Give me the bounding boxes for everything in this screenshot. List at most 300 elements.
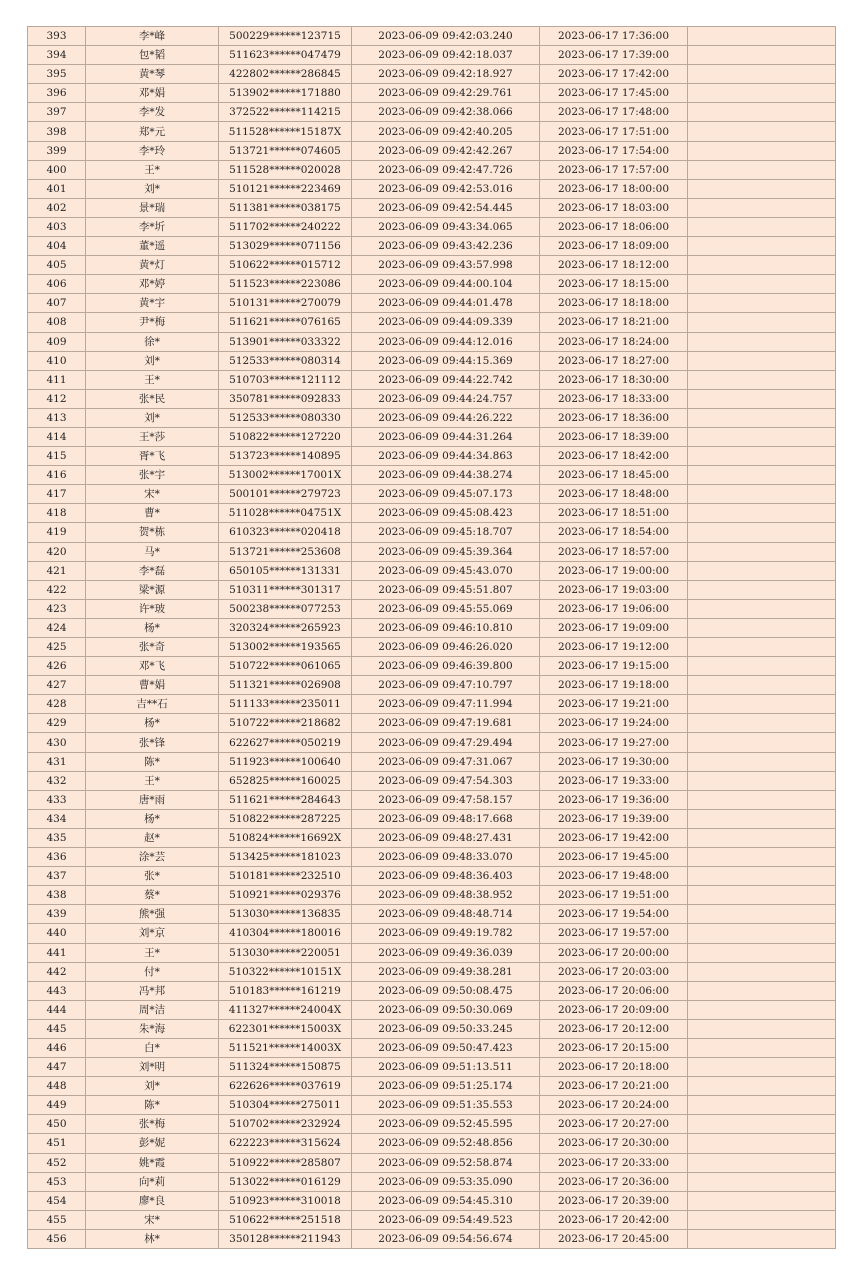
cell-remark — [688, 256, 836, 275]
cell-name: 杨* — [86, 809, 219, 828]
table-row — [28, 599, 836, 618]
cell-id-number: 511621******076165 — [219, 313, 352, 332]
cell-appointment-time: 2023-06-17 20:03:00 — [540, 962, 688, 981]
cell-index: 397 — [28, 103, 86, 122]
cell-submit-time: 2023-06-09 09:43:57.998 — [352, 256, 540, 275]
table-row — [28, 580, 836, 599]
table-row — [28, 485, 836, 504]
table-row — [28, 733, 836, 752]
cell-remark — [688, 1077, 836, 1096]
cell-submit-time: 2023-06-09 09:52:58.874 — [352, 1153, 540, 1172]
cell-submit-time: 2023-06-09 09:47:10.797 — [352, 676, 540, 695]
table-row — [28, 198, 836, 217]
cell-index: 439 — [28, 905, 86, 924]
cell-submit-time: 2023-06-09 09:46:26.020 — [352, 638, 540, 657]
cell-submit-time: 2023-06-09 09:47:11.994 — [352, 695, 540, 714]
cell-submit-time: 2023-06-09 09:48:38.952 — [352, 886, 540, 905]
cell-name: 冯*邦 — [86, 981, 219, 1000]
cell-appointment-time: 2023-06-17 20:00:00 — [540, 943, 688, 962]
cell-index: 433 — [28, 790, 86, 809]
cell-name: 马* — [86, 542, 219, 561]
cell-name: 许*玻 — [86, 599, 219, 618]
cell-name: 向*莉 — [86, 1172, 219, 1191]
cell-remark — [688, 676, 836, 695]
cell-submit-time: 2023-06-09 09:51:13.511 — [352, 1058, 540, 1077]
table-row — [28, 447, 836, 466]
cell-id-number: 372522******114215 — [219, 103, 352, 122]
cell-index: 411 — [28, 370, 86, 389]
table-row — [28, 943, 836, 962]
cell-id-number: 511623******047479 — [219, 46, 352, 65]
cell-appointment-time: 2023-06-17 20:45:00 — [540, 1229, 688, 1248]
cell-appointment-time: 2023-06-17 18:54:00 — [540, 523, 688, 542]
cell-submit-time: 2023-06-09 09:42:42.267 — [352, 141, 540, 160]
cell-index: 424 — [28, 618, 86, 637]
cell-appointment-time: 2023-06-17 19:39:00 — [540, 809, 688, 828]
cell-name: 王*莎 — [86, 427, 219, 446]
cell-index: 423 — [28, 599, 86, 618]
cell-index: 394 — [28, 46, 86, 65]
cell-index: 421 — [28, 561, 86, 580]
cell-submit-time: 2023-06-09 09:43:42.236 — [352, 237, 540, 256]
table-row — [28, 752, 836, 771]
cell-submit-time: 2023-06-09 09:44:38.274 — [352, 466, 540, 485]
cell-appointment-time: 2023-06-17 19:12:00 — [540, 638, 688, 657]
table-row — [28, 466, 836, 485]
cell-appointment-time: 2023-06-17 20:12:00 — [540, 1019, 688, 1038]
cell-index: 432 — [28, 771, 86, 790]
cell-index: 409 — [28, 332, 86, 351]
cell-index: 434 — [28, 809, 86, 828]
cell-appointment-time: 2023-06-17 19:42:00 — [540, 828, 688, 847]
cell-submit-time: 2023-06-09 09:44:26.222 — [352, 408, 540, 427]
cell-id-number: 512533******080314 — [219, 351, 352, 370]
cell-appointment-time: 2023-06-17 20:09:00 — [540, 1000, 688, 1019]
cell-id-number: 513721******253608 — [219, 542, 352, 561]
table-row — [28, 790, 836, 809]
cell-id-number: 510311******301317 — [219, 580, 352, 599]
cell-index: 396 — [28, 84, 86, 103]
cell-index: 415 — [28, 447, 86, 466]
cell-submit-time: 2023-06-09 09:49:19.782 — [352, 924, 540, 943]
cell-remark — [688, 237, 836, 256]
cell-index: 412 — [28, 389, 86, 408]
cell-id-number: 513902******171880 — [219, 84, 352, 103]
cell-index: 440 — [28, 924, 86, 943]
cell-id-number: 510181******232510 — [219, 867, 352, 886]
cell-name: 曹* — [86, 504, 219, 523]
cell-index: 449 — [28, 1096, 86, 1115]
cell-index: 416 — [28, 466, 86, 485]
cell-submit-time: 2023-06-09 09:42:18.927 — [352, 65, 540, 84]
cell-remark — [688, 599, 836, 618]
table-row — [28, 141, 836, 160]
table-row — [28, 427, 836, 446]
cell-name: 张*宇 — [86, 466, 219, 485]
table-row — [28, 1134, 836, 1153]
cell-appointment-time: 2023-06-17 18:51:00 — [540, 504, 688, 523]
cell-submit-time: 2023-06-09 09:43:34.065 — [352, 217, 540, 236]
cell-id-number: 511528******020028 — [219, 160, 352, 179]
table-row — [28, 848, 836, 867]
cell-remark — [688, 447, 836, 466]
cell-name: 刘* — [86, 408, 219, 427]
cell-appointment-time: 2023-06-17 18:06:00 — [540, 217, 688, 236]
cell-remark — [688, 848, 836, 867]
cell-remark — [688, 1153, 836, 1172]
cell-name: 贺*栋 — [86, 523, 219, 542]
cell-name: 涂*芸 — [86, 848, 219, 867]
cell-id-number: 511133******235011 — [219, 695, 352, 714]
cell-name: 黄*宇 — [86, 294, 219, 313]
table-row — [28, 542, 836, 561]
cell-appointment-time: 2023-06-17 19:30:00 — [540, 752, 688, 771]
cell-index: 445 — [28, 1019, 86, 1038]
cell-index: 431 — [28, 752, 86, 771]
cell-submit-time: 2023-06-09 09:52:48.856 — [352, 1134, 540, 1153]
cell-submit-time: 2023-06-09 09:47:19.681 — [352, 714, 540, 733]
cell-remark — [688, 981, 836, 1000]
cell-name: 杨* — [86, 714, 219, 733]
cell-remark — [688, 924, 836, 943]
table-row — [28, 294, 836, 313]
cell-appointment-time: 2023-06-17 20:27:00 — [540, 1115, 688, 1134]
cell-id-number: 511381******038175 — [219, 198, 352, 217]
cell-submit-time: 2023-06-09 09:45:55.069 — [352, 599, 540, 618]
table-row — [28, 504, 836, 523]
cell-index: 400 — [28, 160, 86, 179]
cell-remark — [688, 618, 836, 637]
cell-appointment-time: 2023-06-17 19:54:00 — [540, 905, 688, 924]
cell-index: 442 — [28, 962, 86, 981]
cell-remark — [688, 46, 836, 65]
cell-index: 454 — [28, 1191, 86, 1210]
cell-remark — [688, 1172, 836, 1191]
cell-appointment-time: 2023-06-17 18:03:00 — [540, 198, 688, 217]
cell-remark — [688, 1210, 836, 1229]
cell-remark — [688, 332, 836, 351]
cell-name: 周*洁 — [86, 1000, 219, 1019]
cell-index: 410 — [28, 351, 86, 370]
cell-name: 彭*妮 — [86, 1134, 219, 1153]
cell-id-number: 411327******24004X — [219, 1000, 352, 1019]
cell-name: 胥*飞 — [86, 447, 219, 466]
records-table — [27, 26, 836, 1249]
cell-id-number: 510824******16692X — [219, 828, 352, 847]
cell-submit-time: 2023-06-09 09:44:22.742 — [352, 370, 540, 389]
cell-appointment-time: 2023-06-17 18:48:00 — [540, 485, 688, 504]
cell-name: 包*韬 — [86, 46, 219, 65]
table-row — [28, 867, 836, 886]
records-table-body — [28, 27, 836, 1249]
cell-index: 407 — [28, 294, 86, 313]
cell-index: 395 — [28, 65, 86, 84]
cell-id-number: 511702******240222 — [219, 217, 352, 236]
cell-id-number: 512533******080330 — [219, 408, 352, 427]
cell-index: 441 — [28, 943, 86, 962]
table-row — [28, 714, 836, 733]
cell-remark — [688, 752, 836, 771]
cell-submit-time: 2023-06-09 09:48:33.070 — [352, 848, 540, 867]
cell-remark — [688, 179, 836, 198]
cell-name: 张*奇 — [86, 638, 219, 657]
cell-id-number: 510722******218682 — [219, 714, 352, 733]
table-row — [28, 217, 836, 236]
table-row — [28, 1058, 836, 1077]
cell-submit-time: 2023-06-09 09:42:38.066 — [352, 103, 540, 122]
table-row — [28, 65, 836, 84]
cell-name: 景*瑞 — [86, 198, 219, 217]
cell-remark — [688, 523, 836, 542]
cell-remark — [688, 638, 836, 657]
cell-remark — [688, 408, 836, 427]
cell-appointment-time: 2023-06-17 17:57:00 — [540, 160, 688, 179]
cell-remark — [688, 466, 836, 485]
cell-index: 420 — [28, 542, 86, 561]
cell-appointment-time: 2023-06-17 20:39:00 — [540, 1191, 688, 1210]
cell-submit-time: 2023-06-09 09:45:07.173 — [352, 485, 540, 504]
cell-name: 徐* — [86, 332, 219, 351]
cell-name: 赵* — [86, 828, 219, 847]
cell-id-number: 510702******232924 — [219, 1115, 352, 1134]
cell-index: 451 — [28, 1134, 86, 1153]
cell-submit-time: 2023-06-09 09:44:12.016 — [352, 332, 540, 351]
cell-id-number: 510822******127220 — [219, 427, 352, 446]
cell-name: 张*民 — [86, 389, 219, 408]
cell-submit-time: 2023-06-09 09:48:27.431 — [352, 828, 540, 847]
cell-appointment-time: 2023-06-17 20:42:00 — [540, 1210, 688, 1229]
cell-remark — [688, 160, 836, 179]
cell-appointment-time: 2023-06-17 18:36:00 — [540, 408, 688, 427]
table-row — [28, 103, 836, 122]
cell-submit-time: 2023-06-09 09:42:53.016 — [352, 179, 540, 198]
table-row — [28, 1153, 836, 1172]
cell-remark — [688, 561, 836, 580]
cell-remark — [688, 1115, 836, 1134]
cell-remark — [688, 103, 836, 122]
cell-name: 姚*霞 — [86, 1153, 219, 1172]
cell-id-number: 511521******14003X — [219, 1038, 352, 1057]
cell-remark — [688, 714, 836, 733]
cell-remark — [688, 809, 836, 828]
cell-appointment-time: 2023-06-17 19:51:00 — [540, 886, 688, 905]
cell-remark — [688, 122, 836, 141]
cell-name: 白* — [86, 1038, 219, 1057]
cell-index: 443 — [28, 981, 86, 1000]
cell-appointment-time: 2023-06-17 19:09:00 — [540, 618, 688, 637]
cell-remark — [688, 733, 836, 752]
cell-remark — [688, 370, 836, 389]
table-row — [28, 1210, 836, 1229]
cell-submit-time: 2023-06-09 09:53:35.090 — [352, 1172, 540, 1191]
cell-submit-time: 2023-06-09 09:51:35.553 — [352, 1096, 540, 1115]
cell-index: 404 — [28, 237, 86, 256]
cell-submit-time: 2023-06-09 09:48:17.668 — [352, 809, 540, 828]
cell-submit-time: 2023-06-09 09:44:01.478 — [352, 294, 540, 313]
table-row — [28, 160, 836, 179]
cell-submit-time: 2023-06-09 09:44:00.104 — [352, 275, 540, 294]
table-row — [28, 1229, 836, 1248]
cell-remark — [688, 1058, 836, 1077]
cell-appointment-time: 2023-06-17 17:48:00 — [540, 103, 688, 122]
cell-appointment-time: 2023-06-17 19:27:00 — [540, 733, 688, 752]
cell-index: 436 — [28, 848, 86, 867]
cell-submit-time: 2023-06-09 09:49:36.039 — [352, 943, 540, 962]
cell-index: 448 — [28, 1077, 86, 1096]
cell-name: 廖*良 — [86, 1191, 219, 1210]
table-row — [28, 313, 836, 332]
cell-remark — [688, 1096, 836, 1115]
cell-id-number: 350781******092833 — [219, 389, 352, 408]
cell-submit-time: 2023-06-09 09:44:34.863 — [352, 447, 540, 466]
cell-name: 刘*明 — [86, 1058, 219, 1077]
table-row — [28, 27, 836, 46]
cell-remark — [688, 65, 836, 84]
cell-id-number: 610323******020418 — [219, 523, 352, 542]
cell-name: 郑*元 — [86, 122, 219, 141]
table-row — [28, 618, 836, 637]
cell-id-number: 511621******284643 — [219, 790, 352, 809]
cell-name: 吉**石 — [86, 695, 219, 714]
cell-index: 428 — [28, 695, 86, 714]
cell-submit-time: 2023-06-09 09:42:03.240 — [352, 27, 540, 46]
cell-submit-time: 2023-06-09 09:44:15.369 — [352, 351, 540, 370]
cell-index: 426 — [28, 657, 86, 676]
cell-name: 刘* — [86, 179, 219, 198]
cell-name: 黄*灯 — [86, 256, 219, 275]
cell-remark — [688, 504, 836, 523]
cell-submit-time: 2023-06-09 09:45:39.364 — [352, 542, 540, 561]
cell-id-number: 510322******10151X — [219, 962, 352, 981]
cell-appointment-time: 2023-06-17 18:15:00 — [540, 275, 688, 294]
cell-appointment-time: 2023-06-17 18:27:00 — [540, 351, 688, 370]
cell-submit-time: 2023-06-09 09:42:29.761 — [352, 84, 540, 103]
table-row — [28, 1096, 836, 1115]
cell-remark — [688, 313, 836, 332]
cell-name: 张*梅 — [86, 1115, 219, 1134]
cell-submit-time: 2023-06-09 09:44:31.264 — [352, 427, 540, 446]
table-row — [28, 1000, 836, 1019]
cell-id-number: 513022******016129 — [219, 1172, 352, 1191]
cell-appointment-time: 2023-06-17 18:39:00 — [540, 427, 688, 446]
cell-remark — [688, 1019, 836, 1038]
cell-submit-time: 2023-06-09 09:46:10.810 — [352, 618, 540, 637]
cell-appointment-time: 2023-06-17 18:33:00 — [540, 389, 688, 408]
cell-remark — [688, 1038, 836, 1057]
cell-id-number: 510922******285807 — [219, 1153, 352, 1172]
cell-appointment-time: 2023-06-17 20:36:00 — [540, 1172, 688, 1191]
cell-appointment-time: 2023-06-17 18:18:00 — [540, 294, 688, 313]
cell-index: 398 — [28, 122, 86, 141]
table-row — [28, 523, 836, 542]
cell-id-number: 513029******071156 — [219, 237, 352, 256]
cell-id-number: 650105******131331 — [219, 561, 352, 580]
cell-appointment-time: 2023-06-17 20:33:00 — [540, 1153, 688, 1172]
cell-id-number: 422802******286845 — [219, 65, 352, 84]
cell-index: 405 — [28, 256, 86, 275]
cell-id-number: 510921******029376 — [219, 886, 352, 905]
cell-id-number: 622626******037619 — [219, 1077, 352, 1096]
cell-submit-time: 2023-06-09 09:50:33.245 — [352, 1019, 540, 1038]
table-row — [28, 84, 836, 103]
cell-appointment-time: 2023-06-17 20:15:00 — [540, 1038, 688, 1057]
cell-remark — [688, 1229, 836, 1248]
cell-name: 王* — [86, 771, 219, 790]
cell-appointment-time: 2023-06-17 17:36:00 — [540, 27, 688, 46]
table-row — [28, 771, 836, 790]
cell-id-number: 511028******04751X — [219, 504, 352, 523]
cell-id-number: 513425******181023 — [219, 848, 352, 867]
cell-index: 425 — [28, 638, 86, 657]
table-row — [28, 638, 836, 657]
cell-appointment-time: 2023-06-17 20:18:00 — [540, 1058, 688, 1077]
table-row — [28, 1191, 836, 1210]
cell-index: 414 — [28, 427, 86, 446]
cell-id-number: 511523******223086 — [219, 275, 352, 294]
cell-index: 446 — [28, 1038, 86, 1057]
cell-index: 402 — [28, 198, 86, 217]
cell-remark — [688, 84, 836, 103]
table-row — [28, 886, 836, 905]
cell-appointment-time: 2023-06-17 18:21:00 — [540, 313, 688, 332]
cell-remark — [688, 962, 836, 981]
cell-remark — [688, 389, 836, 408]
cell-name: 付* — [86, 962, 219, 981]
cell-id-number: 513030******136835 — [219, 905, 352, 924]
cell-index: 438 — [28, 886, 86, 905]
cell-id-number: 622301******15003X — [219, 1019, 352, 1038]
cell-appointment-time: 2023-06-17 18:30:00 — [540, 370, 688, 389]
cell-index: 413 — [28, 408, 86, 427]
cell-remark — [688, 1191, 836, 1210]
cell-index: 422 — [28, 580, 86, 599]
cell-id-number: 622223******315624 — [219, 1134, 352, 1153]
cell-remark — [688, 790, 836, 809]
table-row — [28, 237, 836, 256]
table-row — [28, 122, 836, 141]
cell-index: 430 — [28, 733, 86, 752]
cell-appointment-time: 2023-06-17 18:12:00 — [540, 256, 688, 275]
cell-appointment-time: 2023-06-17 17:42:00 — [540, 65, 688, 84]
cell-name: 邓*娟 — [86, 84, 219, 103]
table-row — [28, 1115, 836, 1134]
cell-remark — [688, 886, 836, 905]
cell-submit-time: 2023-06-09 09:46:39.800 — [352, 657, 540, 676]
table-row — [28, 1019, 836, 1038]
cell-id-number: 510923******310018 — [219, 1191, 352, 1210]
cell-submit-time: 2023-06-09 09:42:18.037 — [352, 46, 540, 65]
cell-id-number: 513723******140895 — [219, 447, 352, 466]
cell-index: 401 — [28, 179, 86, 198]
cell-appointment-time: 2023-06-17 17:39:00 — [540, 46, 688, 65]
cell-name: 林* — [86, 1229, 219, 1248]
cell-remark — [688, 485, 836, 504]
cell-id-number: 510622******015712 — [219, 256, 352, 275]
table-row — [28, 1038, 836, 1057]
table-row — [28, 1077, 836, 1096]
cell-appointment-time: 2023-06-17 18:57:00 — [540, 542, 688, 561]
cell-submit-time: 2023-06-09 09:47:54.303 — [352, 771, 540, 790]
cell-index: 418 — [28, 504, 86, 523]
cell-name: 李*磊 — [86, 561, 219, 580]
cell-remark — [688, 217, 836, 236]
cell-name: 王* — [86, 370, 219, 389]
cell-id-number: 510121******223469 — [219, 179, 352, 198]
cell-id-number: 511324******150875 — [219, 1058, 352, 1077]
cell-submit-time: 2023-06-09 09:52:45.595 — [352, 1115, 540, 1134]
cell-name: 李*峰 — [86, 27, 219, 46]
cell-remark — [688, 1000, 836, 1019]
